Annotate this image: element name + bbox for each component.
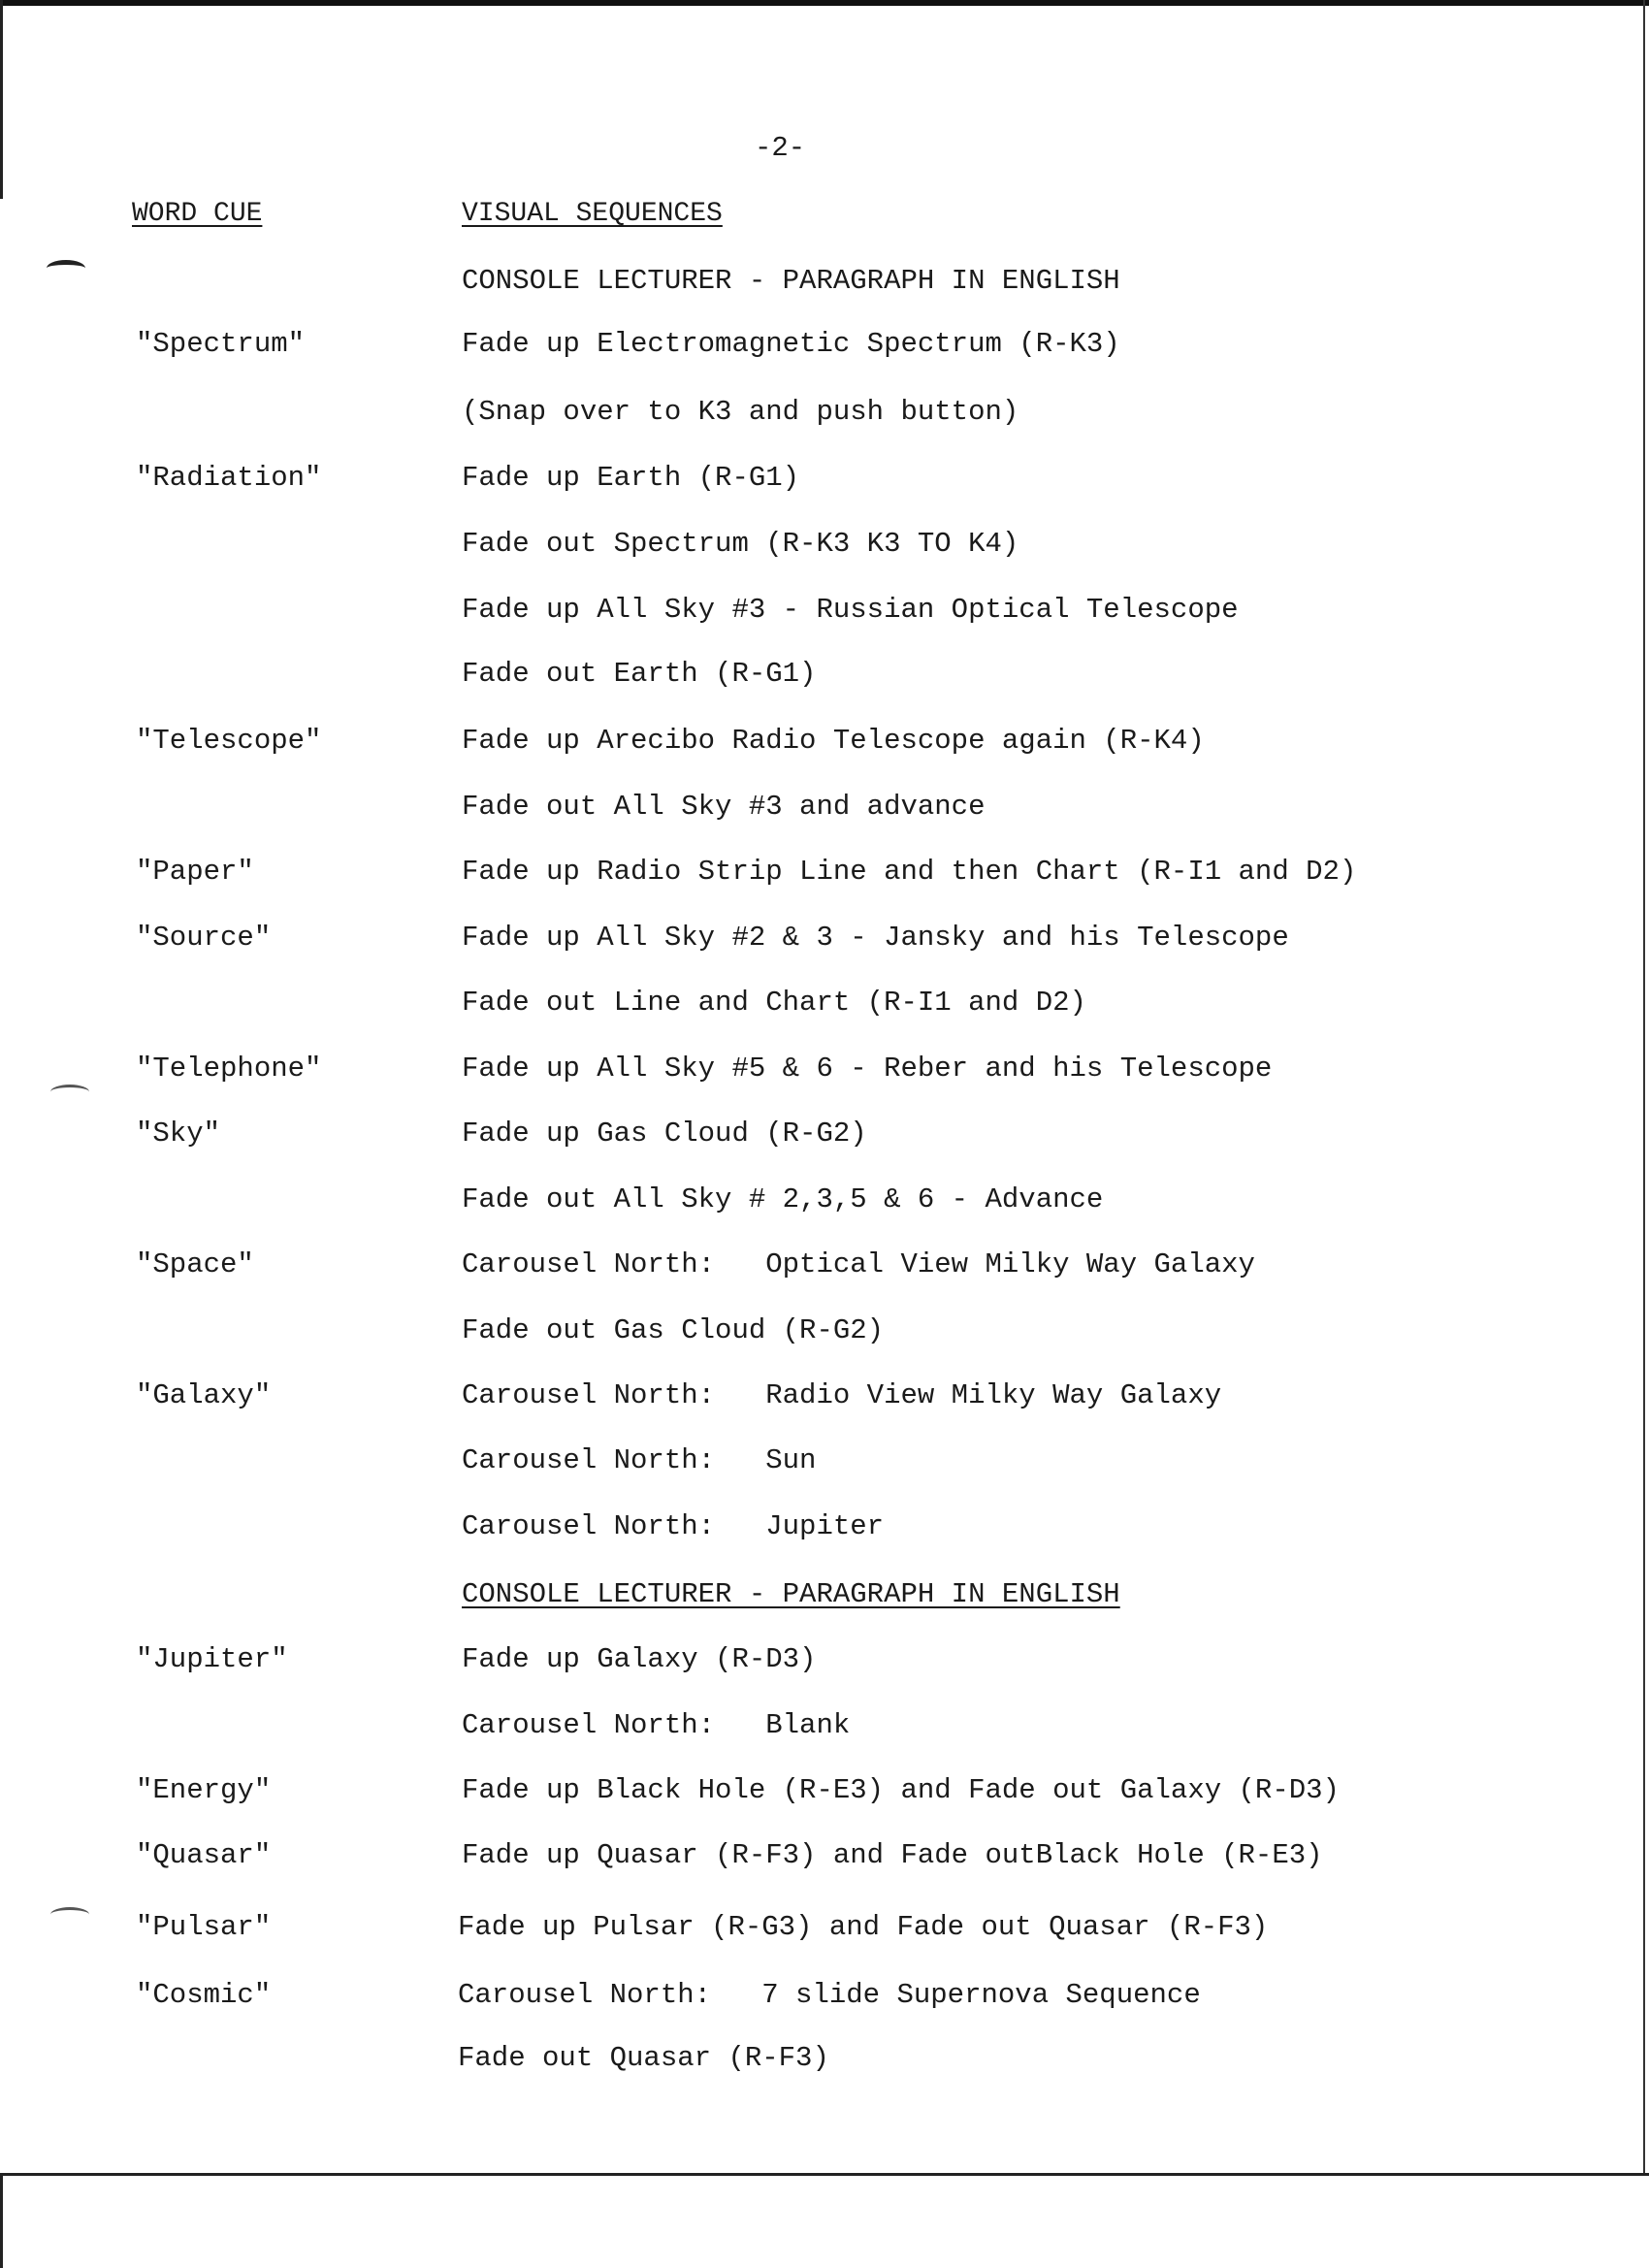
- visual-text: Fade out Quasar (R-F3): [458, 2042, 829, 2074]
- scan-right-edge: [1643, 0, 1645, 2173]
- page-number: -2-: [755, 132, 806, 164]
- visual-text: Carousel North: Jupiter: [462, 1510, 885, 1542]
- word-cue: "Radiation": [136, 462, 322, 494]
- visual-text: Fade up Pulsar (R-G3) and Fade out Quasar (R-F3): [458, 1911, 1269, 1943]
- visual-text: Carousel North: Optical View Milky Way Galaxy: [462, 1248, 1255, 1280]
- visual-text: Fade out Gas Cloud (R-G2): [462, 1314, 885, 1346]
- word-cue: "Pulsar": [136, 1911, 272, 1943]
- visual-text: CONSOLE LECTURER - PARAGRAPH IN ENGLISH: [462, 265, 1120, 297]
- scan-top-edge: [0, 0, 1649, 6]
- visual-text: Carousel North: 7 slide Supernova Sequence: [458, 1979, 1201, 2011]
- hole-punch-mark: [50, 1085, 89, 1099]
- word-cue-header: WORD CUE: [132, 199, 263, 229]
- visual-text-underlined: CONSOLE LECTURER - PARAGRAPH IN ENGLISH: [462, 1578, 1120, 1610]
- word-cue: "Telescope": [136, 725, 322, 757]
- word-cue: "Spectrum": [136, 328, 306, 360]
- visual-text: Carousel North: Sun: [462, 1444, 817, 1476]
- visual-text: Fade up Earth (R-G1): [462, 462, 800, 494]
- visual-text: Fade up Arecibo Radio Telescope again (R-K4): [462, 725, 1205, 757]
- visual-text: Fade up Galaxy (R-D3): [462, 1643, 817, 1675]
- visual-text: Carousel North: Radio View Milky Way Galaxy: [462, 1379, 1222, 1411]
- visual-text: Carousel North: Blank: [462, 1709, 851, 1741]
- scan-bottom-left-edge: [0, 2173, 3, 2268]
- visual-text: Fade up All Sky #2 & 3 - Jansky and his Telescope: [462, 922, 1289, 954]
- hole-punch-mark: [50, 1907, 89, 1922]
- word-cue: "Energy": [136, 1774, 272, 1806]
- visual-text: Fade up Gas Cloud (R-G2): [462, 1118, 867, 1150]
- visual-text: Fade up Electromagnetic Spectrum (R-K3): [462, 328, 1120, 360]
- hole-punch-mark: [47, 260, 85, 276]
- visual-text: Fade up Radio Strip Line and then Chart (R-I1 and D2): [462, 856, 1357, 888]
- visual-sequences-header: VISUAL SEQUENCES: [462, 199, 723, 229]
- word-cue: "Cosmic": [136, 1979, 272, 2011]
- word-cue: "Quasar": [136, 1839, 272, 1871]
- visual-text: Fade up Black Hole (R-E3) and Fade out Galaxy (R-D3): [462, 1774, 1340, 1806]
- word-cue: "Source": [136, 922, 272, 954]
- word-cue: "Galaxy": [136, 1379, 272, 1411]
- word-cue: "Telephone": [136, 1053, 322, 1085]
- word-cue: "Sky": [136, 1118, 221, 1150]
- visual-text: Fade out Earth (R-G1): [462, 658, 817, 690]
- scan-bottom-rule: [0, 2173, 1649, 2176]
- scan-left-edge: [0, 0, 3, 199]
- visual-text: Fade out Spectrum (R-K3 K3 TO K4): [462, 528, 1019, 560]
- visual-text: Fade out All Sky # 2,3,5 & 6 - Advance: [462, 1183, 1104, 1215]
- word-cue: "Space": [136, 1248, 254, 1280]
- word-cue: "Jupiter": [136, 1643, 288, 1675]
- visual-text: Fade out Line and Chart (R-I1 and D2): [462, 987, 1086, 1019]
- word-cue: "Paper": [136, 856, 254, 888]
- visual-text: Fade up All Sky #5 & 6 - Reber and his Telescope: [462, 1053, 1273, 1085]
- visual-text: Fade out All Sky #3 and advance: [462, 791, 986, 823]
- visual-text: Fade up All Sky #3 - Russian Optical Telescope: [462, 594, 1239, 626]
- visual-text: Fade up Quasar (R-F3) and Fade outBlack Hole (R-E3): [462, 1839, 1323, 1871]
- visual-text: (Snap over to K3 and push button): [462, 396, 1019, 428]
